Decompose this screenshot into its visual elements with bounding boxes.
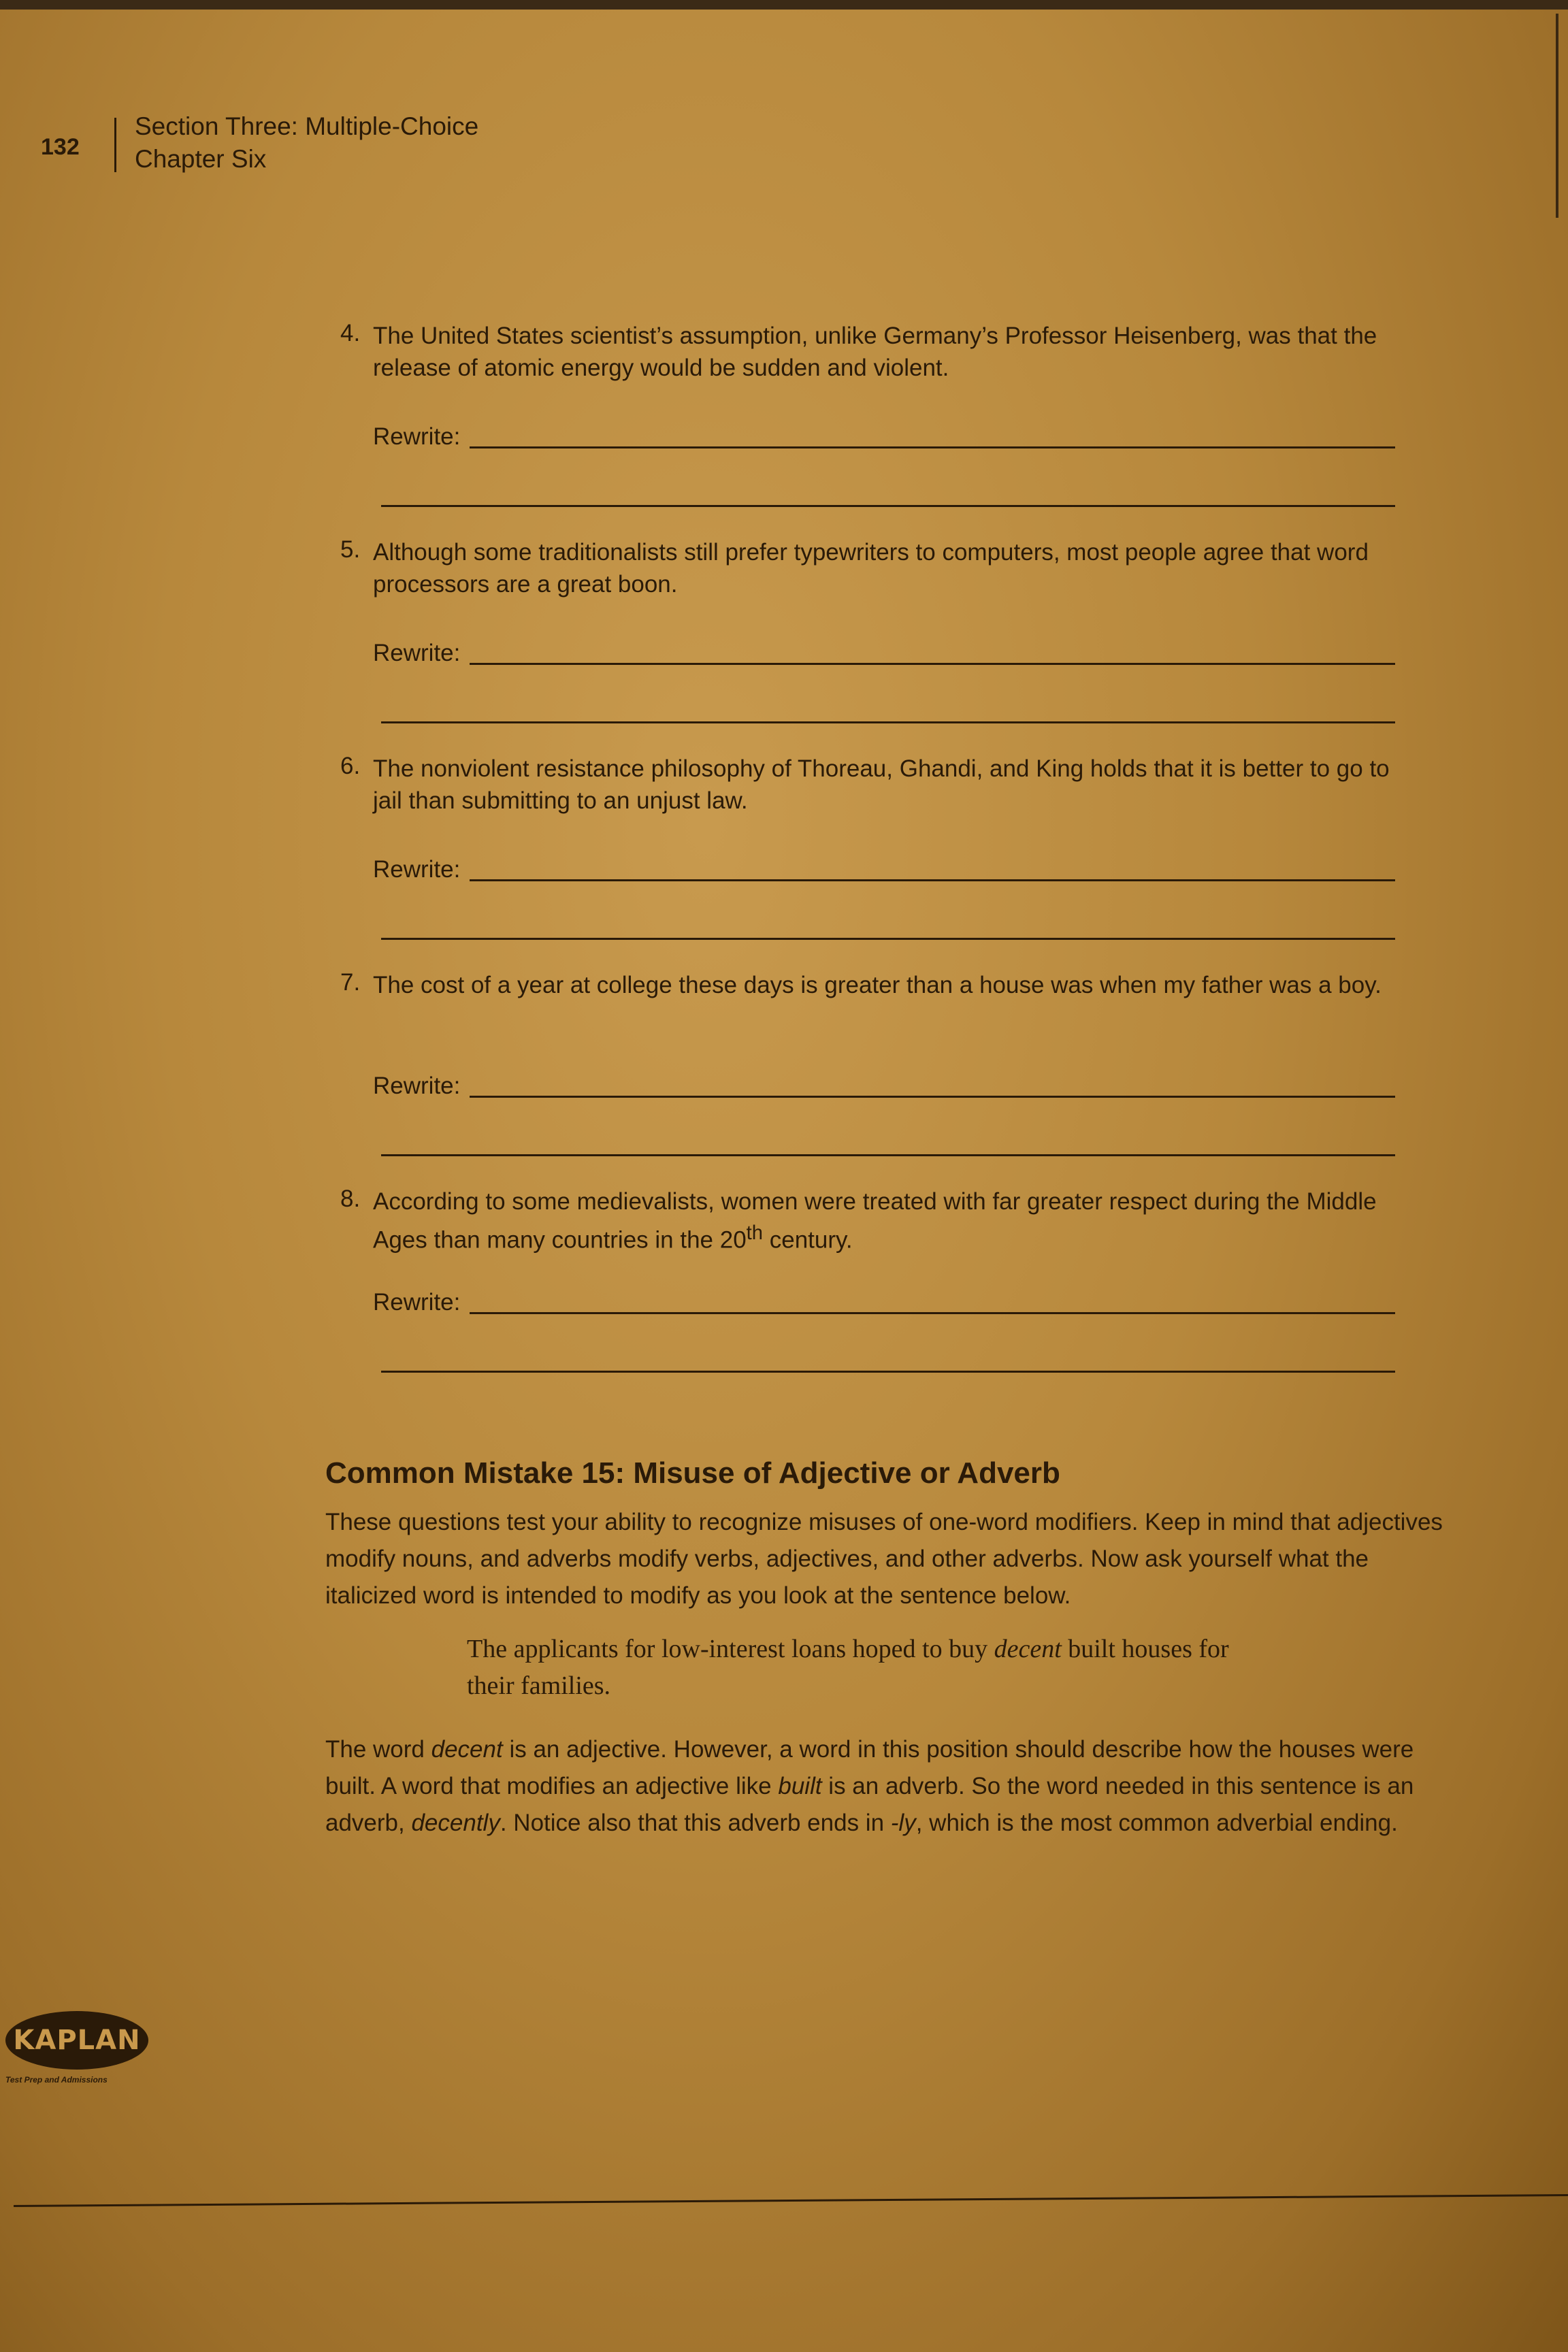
rewrite-label: Rewrite: — [373, 1073, 461, 1099]
explanation-paragraph — [325, 1731, 1455, 1842]
exercise-sentence — [373, 1186, 1394, 1256]
italic-word: -ly — [890, 1810, 916, 1836]
rewrite-label: Rewrite: — [373, 856, 461, 883]
rewrite-answer-line[interactable] — [381, 1371, 1395, 1373]
page-right-edge — [1556, 14, 1558, 218]
page-number: 132 — [41, 134, 80, 160]
rewrite-answer-line[interactable] — [470, 879, 1395, 881]
rewrite-answer-line[interactable] — [470, 1096, 1395, 1098]
rewrite-answer-line[interactable] — [470, 663, 1395, 665]
rewrite-label: Rewrite: — [373, 423, 461, 450]
exercise-sentence: Although some traditionalists still prefer typewriters to computers, most people agree that word processors are a great boon. — [373, 539, 1369, 598]
rewrite-answer-line[interactable] — [381, 938, 1395, 940]
section-heading: Common Mistake 15: Misuse of Adjective or Adverb — [325, 1456, 1060, 1490]
rewrite-answer-line[interactable] — [381, 1154, 1395, 1156]
exercise-number: 7. — [340, 969, 361, 996]
ordinal-suffix: th — [746, 1222, 763, 1244]
example-text: built houses for their families. — [467, 1635, 1229, 1700]
photo-top-edge — [0, 0, 1568, 10]
rewrite-label: Rewrite: — [373, 1289, 461, 1316]
exercise-number: 5. — [340, 536, 361, 563]
sentence-text: According to some medievalists, women were treated with far greater respect during the Middle Ages than many countries in the 20 — [373, 1188, 1377, 1254]
exercise-sentence: The United States scientist’s assumption, unlike Germany’s Professor Heisenberg, was that the release of atomic energy would be sudden and violent. — [373, 323, 1377, 381]
exercise-item — [340, 1186, 1402, 1402]
exercise-list — [340, 320, 1402, 1402]
explain-text: The word — [325, 1736, 431, 1763]
intro-paragraph: These questions test your ability to recognize misuses of one-word modifiers. Keep in mind that adjectives modify nouns, and adverbs modify verbs, adjectives, and other adverbs. Now ask yourself what the italicized word is intended to modify as you look at the sentence below. — [325, 1509, 1443, 1609]
exercise-number: 8. — [340, 1186, 361, 1212]
italic-word: decent — [994, 1635, 1062, 1663]
exercise-item — [340, 320, 1402, 536]
header-divider — [114, 118, 116, 172]
rewrite-answer-line[interactable] — [470, 446, 1395, 448]
explain-text: is an adjective. However, a word in this position should describe how the houses were built. A word that modifies an adjective like — [325, 1736, 1414, 1799]
kaplan-logo — [5, 2011, 148, 2085]
italic-word: built — [778, 1773, 822, 1799]
explain-text: is an adverb. So the word needed in this sentence is an adverb, — [325, 1773, 1414, 1836]
logo-tagline: Test Prep and Admissions — [5, 2075, 108, 2085]
chapter-title: Chapter Six — [135, 145, 267, 173]
example-sentence — [467, 1631, 1250, 1704]
rewrite-answer-line[interactable] — [470, 1312, 1395, 1314]
exercise-sentence: The nonviolent resistance philosophy of Thoreau, Ghandi, and King holds that it is better to go to jail than submitting to an unjust law. — [373, 755, 1390, 814]
italic-word: decently — [411, 1810, 500, 1836]
sentence-text: century. — [763, 1226, 853, 1254]
exercise-item — [340, 536, 1402, 753]
page-bottom-rule — [14, 2194, 1568, 2207]
exercise-number: 4. — [340, 320, 361, 346]
example-text: The applicants for low-interest loans hoped to buy — [467, 1635, 994, 1663]
explain-text: , which is the most common adverbial ending. — [915, 1810, 1398, 1836]
rewrite-label: Rewrite: — [373, 640, 461, 666]
common-mistake-section — [325, 1456, 1455, 1842]
rewrite-answer-line[interactable] — [381, 721, 1395, 723]
logo-wordmark: KAPLAN — [5, 2011, 148, 2070]
exercise-sentence: The cost of a year at college these days is greater than a house was when my father was a boy. — [373, 972, 1382, 998]
section-title: Section Three: Multiple-Choice — [135, 112, 479, 140]
rewrite-answer-line[interactable] — [381, 505, 1395, 507]
explain-text: . Notice also that this adverb ends in — [500, 1810, 891, 1836]
exercise-item — [340, 969, 1402, 1186]
exercise-item — [340, 753, 1402, 969]
exercise-number: 6. — [340, 753, 361, 779]
italic-word: decent — [431, 1736, 503, 1763]
